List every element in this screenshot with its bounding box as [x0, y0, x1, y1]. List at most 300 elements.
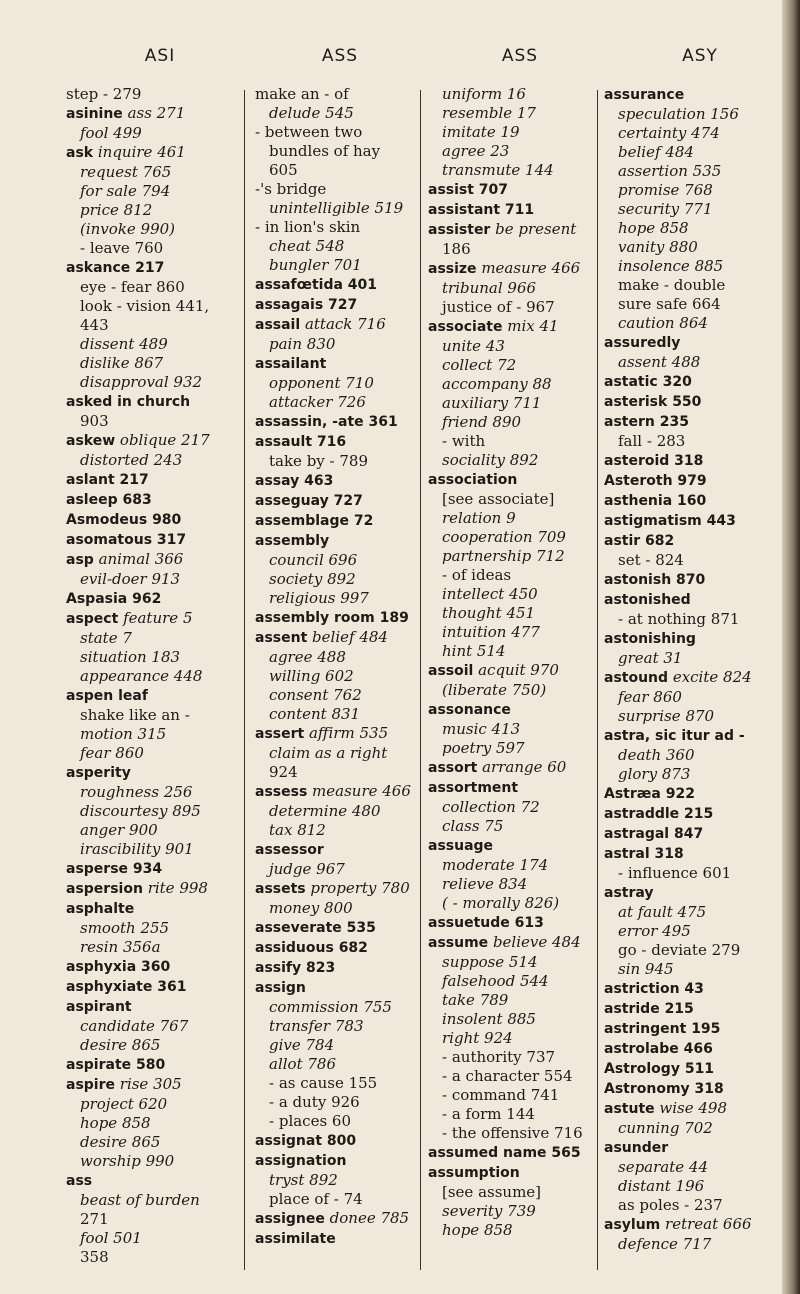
index-headword-line — [255, 628, 420, 648]
headword: astral 318 — [604, 846, 684, 862]
headword: asseguay 727 — [255, 493, 363, 509]
index-headword-line — [428, 180, 598, 200]
headword: assister — [428, 222, 491, 238]
entry-text: price 812 — [80, 201, 153, 219]
entry-text: fall - 283 — [618, 432, 686, 450]
headword: assize — [428, 261, 477, 277]
column-rule — [420, 90, 421, 1270]
entry-text: take by - 789 — [269, 452, 369, 470]
entry-text: worship 990 — [80, 1152, 175, 1170]
entry-text: promise 768 — [618, 181, 713, 199]
index-subentry-line — [255, 686, 420, 705]
entry-text: fool 501 — [80, 1229, 142, 1247]
headword: Asteroth 979 — [604, 473, 707, 489]
entry-text: request 765 — [80, 163, 172, 181]
index-subentry-line — [428, 142, 598, 161]
entry-reference: property 780 — [305, 879, 410, 897]
index-subentry-line — [255, 667, 420, 686]
entry-text: hint 514 — [442, 642, 506, 660]
index-headword-line — [604, 784, 784, 804]
index-subentry-line — [66, 451, 236, 470]
entry-text: sure safe 664 — [618, 295, 721, 313]
index-subentry-line — [66, 1152, 236, 1171]
entry-text: bungler 701 — [269, 256, 362, 274]
index-subentry-line — [604, 1235, 784, 1254]
index-headword-line — [604, 668, 784, 688]
entry-text: project 620 — [80, 1095, 168, 1113]
headword: assonance — [428, 702, 511, 718]
index-subentry-line — [255, 1093, 420, 1112]
entry-text: sociality 892 — [442, 451, 539, 469]
index-headword-line — [255, 938, 420, 958]
index-subentry-line — [428, 1124, 598, 1143]
index-headword-line — [255, 511, 420, 531]
guide-word: ASI — [144, 46, 176, 66]
index-subentry-line — [66, 1095, 236, 1114]
entry-text: - leave 760 — [80, 239, 164, 257]
index-subentry-line — [255, 705, 420, 724]
entry-text: - influence 601 — [618, 864, 732, 882]
entry-text: assent 488 — [618, 353, 701, 371]
entry-text: falsehood 544 — [442, 972, 549, 990]
entry-text: claim as a right — [269, 744, 388, 762]
entry-text: cunning 702 — [618, 1119, 713, 1137]
index-headword-line — [604, 491, 784, 511]
entry-text: unintelligible 519 — [269, 199, 404, 217]
headword: assify 823 — [255, 960, 336, 976]
entry-text: resin 356a — [80, 938, 161, 956]
headword: assign — [255, 980, 306, 996]
headword: assuredly — [604, 335, 681, 351]
entry-text: council 696 — [269, 551, 358, 569]
entry-text: candidate 767 — [80, 1017, 189, 1035]
headword: astrolabe 466 — [604, 1041, 713, 1057]
index-headword-line — [255, 918, 420, 938]
headword: assoil — [428, 663, 474, 679]
index-subentry-line — [255, 763, 420, 782]
entry-text: surprise 870 — [618, 707, 715, 725]
entry-text: beast of burden — [80, 1191, 200, 1209]
index-subentry-line — [428, 509, 598, 528]
headword: assail — [255, 317, 301, 333]
index-subentry-line — [66, 570, 236, 589]
headword: assets — [255, 881, 306, 897]
index-subentry-line — [428, 1029, 598, 1048]
entry-text: [see associate] — [442, 490, 555, 508]
index-headword-line — [66, 763, 236, 783]
entry-text: (liberate 750) — [442, 681, 547, 699]
index-subentry-line — [255, 1017, 420, 1036]
index-subentry-line — [255, 393, 420, 412]
headword: asteroid 318 — [604, 453, 704, 469]
index-subentry-line — [604, 903, 784, 922]
index-subentry-line — [604, 276, 784, 295]
index-headword-line — [428, 220, 598, 240]
entry-text: imitate 19 — [442, 123, 520, 141]
index-subentry-line — [428, 642, 598, 661]
index-subentry-line — [66, 840, 236, 859]
headword: assembly room 189 — [255, 610, 409, 626]
index-subentry-line — [66, 802, 236, 821]
index-subentry-line — [255, 1171, 420, 1190]
headword: assignee — [255, 1211, 325, 1227]
index-subentry-line — [604, 765, 784, 784]
entry-text: motion 315 — [80, 725, 167, 743]
headword: asked in church — [66, 394, 191, 410]
entry-text: money 800 — [269, 899, 353, 917]
index-headword-line — [428, 836, 598, 856]
index-headword-line — [604, 412, 784, 432]
entry-text: disapproval 932 — [80, 373, 203, 391]
headword: assailant — [255, 356, 327, 372]
index-headword-line — [428, 913, 598, 933]
entry-text: glory 873 — [618, 765, 691, 783]
index-headword-line — [66, 470, 236, 490]
index-subentry-line — [255, 1036, 420, 1055]
index-subentry-line — [428, 451, 598, 470]
index-subentry-line — [428, 681, 598, 700]
entry-text: certainty 474 — [618, 124, 720, 142]
headword: aspirant — [66, 999, 132, 1015]
entry-text: take 789 — [442, 991, 509, 1009]
index-subentry-line — [428, 1183, 598, 1202]
headword: associate — [428, 319, 503, 335]
entry-text: moderate 174 — [442, 856, 549, 874]
index-headword-line — [428, 661, 598, 681]
index-subentry-line — [428, 432, 598, 451]
index-subentry-line — [255, 199, 420, 218]
index-subentry-line — [604, 707, 784, 726]
entry-text: opponent 710 — [269, 374, 374, 392]
entry-text: as poles - 237 — [618, 1196, 723, 1214]
entry-text: intellect 450 — [442, 585, 538, 603]
index-subentry-line — [66, 124, 236, 143]
entry-reference: measure 466 — [476, 259, 581, 277]
entry-text: - authority 737 — [442, 1048, 556, 1066]
index-subentry-line — [428, 1105, 598, 1124]
headword: astray — [604, 885, 654, 901]
index-headword-line — [604, 1059, 784, 1079]
entry-text: music 413 — [442, 720, 521, 738]
headword: astra, sic itur ad - — [604, 728, 745, 744]
entry-reference: animal 366 — [93, 550, 184, 568]
entry-text: poetry 597 — [442, 739, 525, 757]
index-headword-line — [66, 104, 236, 124]
index-subentry-line — [428, 1010, 598, 1029]
index-subentry-line — [604, 105, 784, 124]
entry-reference: attack 716 — [300, 315, 386, 333]
index-subentry-line — [428, 817, 598, 836]
entry-reference: believe 484 — [488, 933, 581, 951]
entry-text: evil-doer 913 — [80, 570, 181, 588]
index-headword-line — [604, 629, 784, 649]
guide-row — [70, 46, 790, 66]
index-headword-line — [604, 471, 784, 491]
headword: astound — [604, 670, 669, 686]
headword: Astræa 922 — [604, 786, 695, 802]
entry-text: tax 812 — [269, 821, 326, 839]
index-subentry-line — [428, 104, 598, 123]
index-headword-line — [66, 392, 236, 412]
entry-text: - as cause 155 — [269, 1074, 378, 1092]
entry-text: hope 858 — [618, 219, 689, 237]
entry-text: -'s bridge — [255, 180, 327, 198]
scan-edge — [782, 0, 800, 1294]
entry-text: belief 484 — [618, 143, 694, 161]
entry-text: eye - fear 860 — [80, 278, 185, 296]
entry-text: 924 — [269, 763, 298, 781]
entry-text: class 75 — [442, 817, 504, 835]
entry-text: fear 860 — [80, 744, 144, 762]
index-subentry-line — [428, 1202, 598, 1221]
entry-text: for sale 794 — [80, 182, 171, 200]
index-subentry-line — [604, 922, 784, 941]
entry-text: look - vision 441, — [80, 297, 210, 315]
headword: astraddle 215 — [604, 806, 714, 822]
index-subentry-line — [604, 960, 784, 979]
entry-text: speculation 156 — [618, 105, 739, 123]
entry-text: 186 — [442, 240, 471, 258]
index-subentry-line — [66, 1229, 236, 1248]
index-headword-line — [255, 432, 420, 452]
column-rule — [244, 90, 245, 1270]
index-headword-line — [66, 431, 236, 451]
entry-reference: oblique 217 — [115, 431, 210, 449]
entry-reference: rite 998 — [142, 879, 208, 897]
index-subentry-line — [604, 162, 784, 181]
entry-text: (invoke 990) — [80, 220, 176, 238]
entry-text: smooth 255 — [80, 919, 170, 937]
guide-word: ASS — [501, 46, 539, 66]
index-subentry-line — [66, 182, 236, 201]
entry-text: distant 196 — [618, 1177, 705, 1195]
index-subentry-line — [604, 1158, 784, 1177]
index-subentry-line — [604, 1196, 784, 1215]
headword: asinine — [66, 106, 123, 122]
index-headword-line — [604, 1138, 784, 1158]
index-subentry-line — [604, 238, 784, 257]
entry-text: hope 858 — [80, 1114, 151, 1132]
entry-text: sin 945 — [618, 960, 674, 978]
index-subentry-line — [66, 85, 236, 104]
headword: astern 235 — [604, 414, 689, 430]
entry-text: discourtesy 895 — [80, 802, 201, 820]
index-headword-line — [255, 879, 420, 899]
index-subentry-line — [428, 953, 598, 972]
index-subentry-line — [604, 219, 784, 238]
entry-reference: donee 785 — [324, 1209, 410, 1227]
entry-text: - at nothing 871 — [618, 610, 740, 628]
entry-reference: belief 484 — [307, 628, 388, 646]
headword: aspersion — [66, 881, 143, 897]
index-headword-line — [428, 317, 598, 337]
entry-text: desire 865 — [80, 1036, 161, 1054]
entry-text: religious 997 — [269, 589, 369, 607]
headword: Asmodeus 980 — [66, 512, 182, 528]
headword: assembly — [255, 533, 330, 549]
index-subentry-line — [428, 413, 598, 432]
index-headword-line — [604, 1039, 784, 1059]
entry-text: cheat 548 — [269, 237, 345, 255]
entry-text: hope 858 — [442, 1221, 513, 1239]
index-subentry-line — [604, 295, 784, 314]
index-subentry-line — [604, 746, 784, 765]
index-column-4 — [604, 85, 784, 1254]
headword: assimilate — [255, 1231, 336, 1247]
headword: assist 707 — [428, 182, 509, 198]
entry-text: bundles of hay — [269, 142, 381, 160]
headword: askance 217 — [66, 260, 165, 276]
headword: assume — [428, 935, 489, 951]
headword: asomatous 317 — [66, 532, 187, 548]
entry-reference: arrange 60 — [477, 758, 567, 776]
index-headword-line — [604, 979, 784, 999]
entry-text: collection 72 — [442, 798, 540, 816]
index-subentry-line — [66, 1133, 236, 1152]
entry-text: defence 717 — [618, 1235, 712, 1253]
headword: assumption — [428, 1165, 520, 1181]
entry-text: agree 23 — [442, 142, 510, 160]
index-subentry-line — [428, 1221, 598, 1240]
entry-text: 271 — [80, 1210, 109, 1228]
entry-text: set - 824 — [618, 551, 684, 569]
entry-text: resemble 17 — [442, 104, 536, 122]
entry-reference: ass 271 — [122, 104, 186, 122]
index-headword-line — [604, 824, 784, 844]
index-headword-line — [604, 1019, 784, 1039]
index-subentry-line — [604, 314, 784, 333]
index-subentry-line — [66, 335, 236, 354]
index-headword-line — [255, 275, 420, 295]
entry-text: - a form 144 — [442, 1105, 535, 1123]
index-subentry-line — [255, 104, 420, 123]
headword: assess — [255, 784, 308, 800]
headword: asphalte — [66, 901, 135, 917]
index-headword-line — [66, 1171, 236, 1191]
index-subentry-line — [428, 161, 598, 180]
index-headword-line — [66, 859, 236, 879]
index-headword-line — [66, 530, 236, 550]
entry-text: insolence 885 — [618, 257, 724, 275]
entry-text: partnership 712 — [442, 547, 565, 565]
index-subentry-line — [428, 279, 598, 298]
entry-reference: measure 466 — [307, 782, 411, 800]
index-subentry-line — [255, 648, 420, 667]
index-headword-line — [428, 933, 598, 953]
index-subentry-line — [66, 1210, 236, 1229]
index-headword-line — [255, 531, 420, 551]
index-subentry-line — [604, 1119, 784, 1138]
entry-text: death 360 — [618, 746, 695, 764]
index-subentry-line — [66, 706, 236, 725]
headword: assay 463 — [255, 473, 334, 489]
index-subentry-line — [66, 354, 236, 373]
index-subentry-line — [428, 798, 598, 817]
entry-text: great 31 — [618, 649, 683, 667]
entry-text: 903 — [80, 412, 109, 430]
entry-reference: mix 41 — [502, 317, 559, 335]
headword: assassin, -ate 361 — [255, 414, 398, 430]
headword: astonish 870 — [604, 572, 706, 588]
index-headword-line — [604, 999, 784, 1019]
entry-text: justice of - 967 — [442, 298, 555, 316]
entry-text: irascibility 901 — [80, 840, 194, 858]
index-subentry-line — [604, 432, 784, 451]
entry-text: - a duty 926 — [269, 1093, 360, 1111]
entry-text: attacker 726 — [269, 393, 366, 411]
headword: astatic 320 — [604, 374, 692, 390]
index-subentry-line — [428, 298, 598, 317]
index-subentry-line — [255, 237, 420, 256]
entry-text: commission 755 — [269, 998, 392, 1016]
index-headword-line — [66, 977, 236, 997]
entry-text: transmute 144 — [442, 161, 554, 179]
entry-reference: inquire 461 — [93, 143, 186, 161]
headword: Astrology 511 — [604, 1061, 715, 1077]
index-subentry-line — [428, 604, 598, 623]
index-subentry-line — [428, 739, 598, 758]
entry-text: dislike 867 — [80, 354, 164, 372]
index-headword-line — [604, 372, 784, 392]
entry-text: collect 72 — [442, 356, 517, 374]
index-subentry-line — [66, 239, 236, 258]
index-headword-line — [604, 1099, 784, 1119]
index-subentry-line — [66, 821, 236, 840]
headword: astonished — [604, 592, 691, 608]
index-subentry-line — [255, 452, 420, 471]
index-subentry-line — [428, 1086, 598, 1105]
index-subentry-line — [428, 623, 598, 642]
index-headword-line — [66, 1075, 236, 1095]
entry-text: 605 — [269, 161, 298, 179]
index-subentry-line — [428, 375, 598, 394]
entry-reference: wise 498 — [654, 1099, 728, 1117]
entry-text: content 831 — [269, 705, 361, 723]
headword: assignat 800 — [255, 1133, 357, 1149]
index-subentry-line — [255, 551, 420, 570]
index-subentry-line — [66, 1191, 236, 1210]
entry-text: assertion 535 — [618, 162, 722, 180]
entry-text: situation 183 — [80, 648, 181, 666]
index-headword-line — [255, 958, 420, 978]
index-headword-line — [604, 333, 784, 353]
entry-text: relieve 834 — [442, 875, 528, 893]
entry-text: tryst 892 — [269, 1171, 338, 1189]
index-subentry-line — [255, 374, 420, 393]
entry-text: make an - of — [255, 85, 349, 103]
entry-text: accompany 88 — [442, 375, 552, 393]
index-subentry-line — [428, 240, 598, 259]
index-subentry-line — [428, 566, 598, 585]
headword: astriction 43 — [604, 981, 704, 997]
index-subentry-line — [604, 143, 784, 162]
index-subentry-line — [66, 201, 236, 220]
headword: asperity — [66, 765, 131, 781]
index-headword-line — [66, 879, 236, 899]
headword: asseverate 535 — [255, 920, 376, 936]
index-headword-line — [604, 451, 784, 471]
index-subentry-line — [604, 353, 784, 372]
entry-text: judge 967 — [269, 860, 345, 878]
column-rule — [597, 90, 598, 1270]
index-subentry-line — [255, 218, 420, 237]
headword: assault 716 — [255, 434, 347, 450]
index-headword-line — [66, 258, 236, 278]
entry-text: thought 451 — [442, 604, 536, 622]
index-subentry-line — [428, 528, 598, 547]
entry-reference: rise 305 — [115, 1075, 182, 1093]
headword: astir 682 — [604, 533, 675, 549]
